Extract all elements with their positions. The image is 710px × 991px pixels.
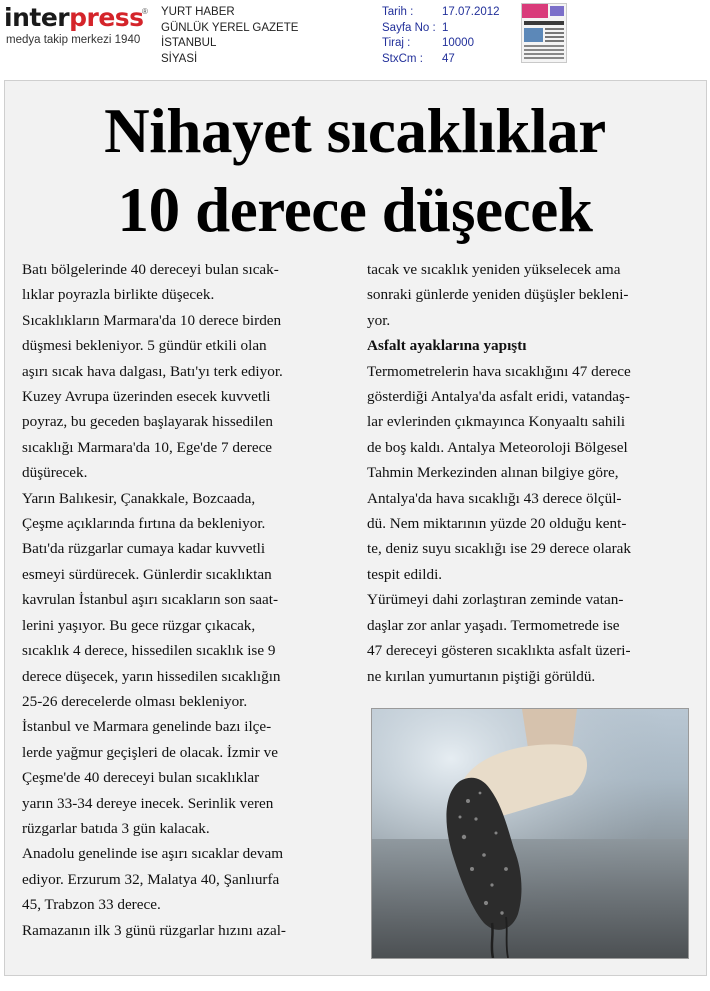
text-line: tespit edildi.	[367, 565, 443, 583]
text-line: yarın 33-34 dereye inecek. Serinlik veren	[22, 794, 274, 812]
text-line: Termometrelerin hava sıcaklığını 47 derece	[367, 362, 631, 380]
logo-tagline: medya takip merkezi 1940	[6, 34, 141, 46]
text-line: poyraz, bu geceden başlayarak hissedilen	[22, 413, 273, 431]
text-line: Antalya'da hava sıcaklığı 43 derece ölçül-	[367, 489, 622, 507]
text-line: düşürecek.	[22, 464, 88, 482]
text-line: Sıcaklıkların Marmara'da 10 derece birden	[22, 311, 282, 329]
text-line: Yarın Balıkesir, Çanakkale, Bozcaada,	[22, 489, 256, 507]
text-line: 25-26 derecelerde olması bekleniyor.	[22, 692, 248, 710]
meta-row-stxcm	[382, 52, 500, 68]
text-line: Tahmin Merkezinden alınan bilgiye göre,	[367, 464, 619, 482]
meta-label: Tiraj :	[382, 37, 411, 49]
text-line: sıcaklığı Marmara'da 10, Ege'de 7 derece	[22, 438, 273, 456]
text-line: Yürümeyi dahi zorlaştıran zeminde vatan-	[367, 591, 624, 609]
text-line: derece düşecek, yarın hissedilen sıcaklığın	[22, 667, 281, 685]
meta-value: 17.07.2012	[442, 6, 500, 18]
text-line: Batı'da rüzgarlar cumaya kadar kuvvetli	[22, 540, 266, 558]
source-city: İSTANBUL	[161, 37, 217, 49]
text-line: 47 dereceyi gösteren sıcaklıkta asfalt üzeri-	[367, 642, 631, 660]
meta-label: Sayfa No :	[382, 21, 436, 34]
article-headline	[0, 92, 710, 250]
text-line: lıklar poyrazla birlikte düşecek.	[22, 286, 215, 304]
text-line: te, deniz suyu sıcaklığı ise 29 derece olarak	[367, 540, 631, 558]
meta-label: StxCm :	[382, 52, 423, 65]
text-line: gösterdiği Antalya'da asfalt eridi, vatandaş-	[367, 388, 630, 406]
text-line: sıcaklık 4 derece, hissedilen sıcaklık ise 9	[22, 642, 276, 660]
text-line: Batı bölgelerinde 40 dereceyi bulan sıcak-	[22, 261, 279, 278]
headline-line-1: Nihayet sıcaklıklar	[104, 96, 606, 166]
article-column-right	[367, 257, 631, 689]
meta-row-page	[382, 21, 500, 37]
text-line: 45, Trabzon 33 derece.	[22, 896, 161, 914]
article-subheading: Asfalt ayaklarına yapıştı	[367, 337, 527, 355]
text-line: sonraki günlerde yeniden düşüşler bekleni-	[367, 286, 629, 304]
source-type: GÜNLÜK YEREL GAZETE	[161, 21, 299, 34]
text-line: daşlar zor anlar yaşadı. Termometrede ise	[367, 616, 620, 634]
source-section: SİYASİ	[161, 52, 198, 65]
text-line: dü. Nem miktarının yüzde 20 olduğu kent-	[367, 515, 627, 533]
logo-word-press: press	[69, 3, 144, 32]
text-line: Kuzey Avrupa üzerinden esecek kuvvetli	[22, 388, 271, 406]
meta-value: 10000	[442, 37, 474, 49]
headline-line-2: 10 derece düşecek	[117, 175, 593, 245]
text-line: lerde yağmur geçişleri de olacak. İzmir ve	[22, 743, 278, 761]
text-line: rüzgarlar batıda 3 gün kalacak.	[22, 819, 210, 837]
logo-wordmark	[4, 4, 144, 32]
text-line: de boş kaldı. Antalya Meteoroloji Bölgesel	[367, 438, 628, 456]
article-photo-shoe-on-asphalt	[371, 708, 689, 959]
text-line: Çeşme açıklarında fırtına da bekleniyor.	[22, 515, 266, 533]
text-line: aşırı sıcak hava dalgası, Batı'yı terk ediyor.	[22, 362, 283, 380]
logo-word-inter: inter	[4, 3, 70, 32]
text-line: yor.	[367, 311, 391, 329]
text-line: Ramazanın ilk 3 günü rüzgarlar hızını azal-	[22, 921, 286, 939]
meta-value: 47	[442, 52, 455, 65]
text-line: ne kırılan yumurtanın piştiği görüldü.	[367, 667, 596, 685]
text-line: lar evlerinden çıkmayınca Konyaaltı sahili	[367, 413, 626, 431]
meta-row-circulation	[382, 36, 500, 52]
shoe-illustration	[372, 709, 688, 958]
text-line: Çeşme'de 40 dereceyi bulan sıcaklıklar	[22, 769, 260, 787]
interpress-logo	[4, 4, 154, 50]
newspaper-page-thumbnail[interactable]	[521, 3, 567, 63]
text-line: Anadolu genelinde ise aşırı sıcaklar devam	[22, 845, 284, 863]
source-category: YURT HABER	[161, 6, 235, 18]
meta-value: 1	[442, 21, 449, 34]
meta-row-date	[382, 5, 500, 21]
text-line: tacak ve sıcaklık yeniden yükselecek ama	[367, 261, 621, 278]
text-line: kavrulan İstanbul aşırı sıcakların son saat-	[22, 591, 278, 609]
text-line: İstanbul ve Marmara genelinde bazı ilçe-	[22, 718, 272, 736]
text-line: lerini yaşıyor. Bu gece rüzgar çıkacak,	[22, 616, 256, 634]
text-line: ediyor. Erzurum 32, Malatya 40, Şanlıurfa	[22, 870, 280, 888]
meta-label: Tarih :	[382, 6, 414, 18]
source-info	[161, 5, 298, 67]
registered-mark: ®	[142, 7, 148, 16]
text-line: esmeyi sürdürecek. Günlerdir sıcaklıktan	[22, 565, 272, 583]
clip-metadata	[382, 5, 500, 67]
article-column-left	[22, 257, 286, 943]
text-line: düşmesi bekleniyor. 5 gündür etkili olan	[22, 337, 267, 355]
